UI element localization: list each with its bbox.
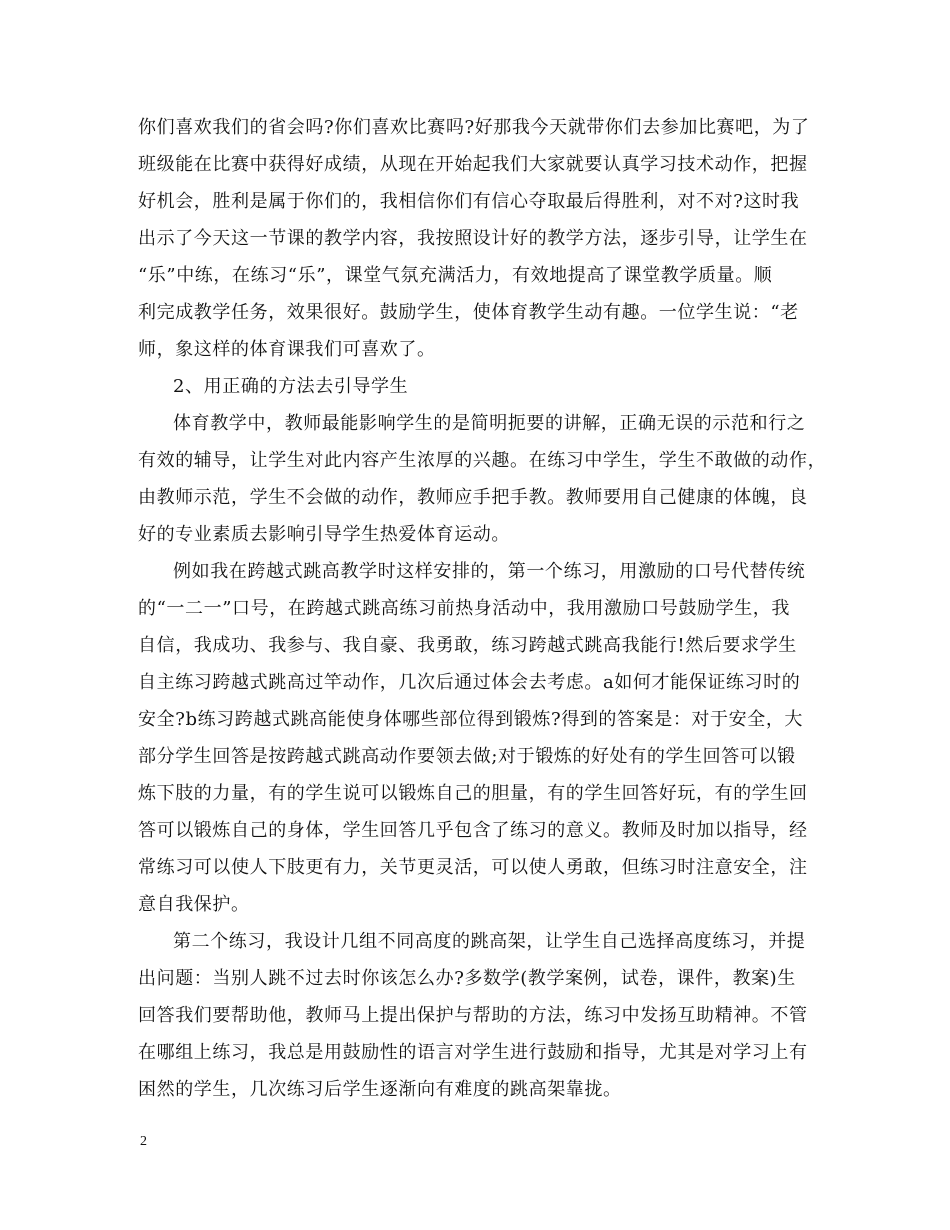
page-number: 2 [140, 1134, 147, 1149]
body-text-line: 答可以锻炼自己的身体，学生回答几乎包含了练习的意义。教师及时加以指导，经 [138, 820, 808, 841]
body-text-line: 常练习可以使人下肢更有力，关节更灵活，可以使人勇敢，但练习时注意安全，注 [138, 857, 808, 878]
body-text-line: 安全?b练习跨越式跳高能使身体哪些部位得到锻炼?得到的答案是：对于安全，大 [138, 709, 804, 730]
body-text-line: 出示了今天这一节课的教学内容，我按照设计好的教学方法，逐步引导，让学生在 [138, 228, 808, 249]
body-text-line: 困然的学生，几次练习后学生逐渐向有难度的跳高架靠拢。 [138, 1079, 622, 1100]
body-text-line: 利完成教学任务，效果很好。鼓励学生，使体育教学生动有趣。一位学生说：“老 [138, 302, 799, 323]
body-text-line: 炼下肢的力量，有的学生说可以锻炼自己的胆量，有的学生回答好玩，有的学生回 [138, 783, 808, 804]
body-text-line: 意自我保护。 [138, 894, 250, 915]
body-text-line: 第二个练习，我设计几组不同高度的跳高架，让学生自己选择高度练习，并提 [173, 931, 806, 952]
body-text-line: 的“一二一”口号，在跨越式跳高练习前热身活动中，我用激励口号鼓励学生，我 [138, 598, 791, 619]
body-text-line: 好的专业素质去影响引导学生热爱体育运动。 [138, 524, 510, 545]
body-text-line: 班级能在比赛中获得好成绩，从现在开始起我们大家就要认真学习技术动作，把握 [138, 154, 808, 175]
body-text-line: 回答我们要帮助他，教师马上提出保护与帮助的方法，练习中发扬互助精神。不管 [138, 1005, 808, 1026]
body-text-line: 你们喜欢我们的省会吗?你们喜欢比赛吗?好那我今天就带你们去参加比赛吧，为了 [138, 117, 810, 138]
body-text-line: 例如我在跨越式跳高教学时这样安排的，第一个练习，用激励的口号代替传统 [173, 561, 806, 582]
body-text-line: 部分学生回答是按跨越式跳高动作要领去做;对于锻炼的好处有的学生回答可以锻 [138, 746, 796, 767]
body-text-line: 出问题：当别人跳不过去时你该怎么办?多数学(教学案例，试卷，课件，教案)生 [138, 968, 796, 989]
body-text-line: 好机会，胜利是属于你们的，我相信你们有信心夺取最后得胜利，对不对?这时我 [138, 191, 800, 212]
body-text-line: “乐”中练，在练习“乐”，课堂气氛充满活力，有效地提高了课堂教学质量。顺 [138, 265, 773, 286]
body-text-line: 在哪组上练习，我总是用鼓励性的语言对学生进行鼓励和指导，尤其是对学习上有 [138, 1042, 808, 1063]
body-text-line: 自信，我成功、我参与、我自豪、我勇敢，练习跨越式跳高我能行!然后要求学生 [138, 635, 797, 656]
body-text-line: 师，象这样的体育课我们可喜欢了。 [138, 339, 436, 360]
body-text-line: 体育教学中，教师最能影响学生的是简明扼要的讲解，正确无误的示范和行之 [173, 413, 806, 434]
body-text-line: 由教师示范，学生不会做的动作，教师应手把手教。教师要用自己健康的体魄，良 [138, 487, 808, 508]
section-heading: 2、用正确的方法去引导学生 [173, 376, 409, 397]
body-text-line: 有效的辅导，让学生对此内容产生浓厚的兴趣。在练习中学生，学生不敢做的动作， [138, 450, 827, 471]
body-text-line: 自主练习跨越式跳高过竿动作，几次后通过体会去考虑。a如何才能保证练习时的 [138, 672, 801, 693]
